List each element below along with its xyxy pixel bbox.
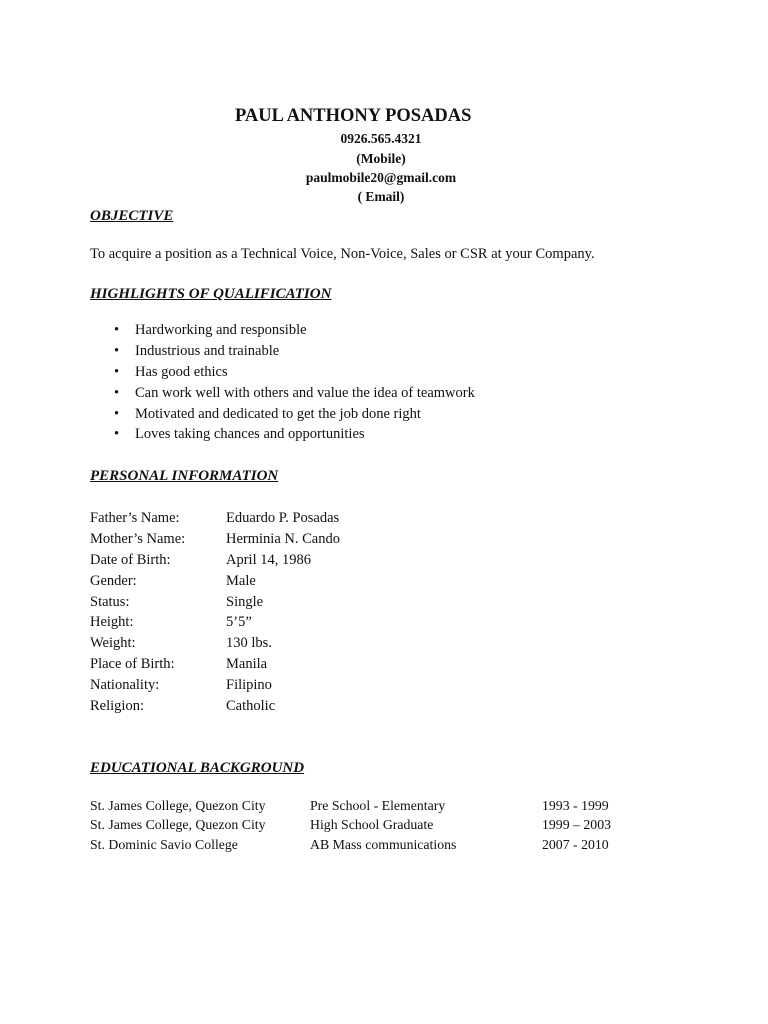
personal-info-value: April 14, 1986 bbox=[226, 551, 311, 568]
highlight-text: Has good ethics bbox=[135, 363, 228, 380]
personal-info-label: Date of Birth: bbox=[90, 551, 171, 568]
bullet-icon: • bbox=[114, 322, 120, 338]
highlights-heading: HIGHLIGHTS OF QUALIFICATION bbox=[90, 286, 332, 302]
phone-label: (Mobile) bbox=[356, 150, 406, 166]
personal-info-label: Father’s Name: bbox=[90, 510, 180, 526]
highlight-text: Can work well with others and value the idea of teamwork bbox=[135, 384, 475, 401]
personal-info-value: Single bbox=[226, 593, 264, 610]
email-label: ( Email) bbox=[357, 188, 405, 204]
education-level: High School Graduate bbox=[310, 817, 434, 833]
personal-info-label: Status: bbox=[90, 593, 130, 610]
bullet-icon: • bbox=[114, 342, 120, 359]
education-school: St. Dominic Savio College bbox=[90, 836, 238, 852]
bullet-icon: • bbox=[114, 426, 120, 443]
education-school: St. James College, Quezon City bbox=[90, 817, 266, 833]
personal-info-value: Herminia N. Cando bbox=[226, 530, 340, 547]
personal-info-value: Eduardo P. Posadas bbox=[226, 510, 340, 526]
education-years: 2007 - 2010 bbox=[542, 836, 609, 852]
education-school: St. James College, Quezon City bbox=[90, 798, 266, 813]
personal-info-heading: PERSONAL INFORMATION bbox=[90, 468, 279, 484]
personal-info-label: Gender: bbox=[90, 572, 137, 589]
education-heading: EDUCATIONAL BACKGROUND bbox=[90, 760, 305, 776]
highlight-text: Hardworking and responsible bbox=[135, 322, 307, 338]
objective-heading: OBJECTIVE bbox=[90, 208, 174, 224]
personal-info-value: Catholic bbox=[226, 698, 276, 715]
highlight-text: Loves taking chances and opportunities bbox=[135, 426, 365, 443]
bullet-icon: • bbox=[114, 405, 120, 422]
email-address: paulmobile20@gmail.com bbox=[305, 169, 457, 185]
education-years: 1999 – 2003 bbox=[542, 817, 611, 833]
personal-info-label: Height: bbox=[90, 614, 134, 631]
personal-info-value: 130 lbs. bbox=[226, 635, 272, 652]
personal-info-value: Male bbox=[226, 572, 256, 589]
bullet-icon: • bbox=[114, 363, 120, 380]
objective-text: To acquire a position as a Technical Voice, Non-Voice, Sales or CSR at your Company. bbox=[90, 246, 595, 262]
highlight-text: Motivated and dedicated to get the job done right bbox=[135, 405, 421, 422]
personal-info-label: Weight: bbox=[90, 635, 136, 652]
phone-number: 0926.565.4321 bbox=[340, 131, 422, 146]
highlight-text: Industrious and trainable bbox=[135, 342, 280, 359]
education-level: AB Mass communications bbox=[310, 836, 457, 852]
personal-info-label: Nationality: bbox=[90, 677, 160, 694]
personal-info-value: Filipino bbox=[226, 677, 272, 694]
education-years: 1993 - 1999 bbox=[542, 798, 609, 813]
personal-info-value: 5’5” bbox=[226, 614, 252, 631]
applicant-name: PAUL ANTHONY POSADAS bbox=[235, 106, 472, 126]
personal-info-label: Mother’s Name: bbox=[90, 530, 186, 547]
personal-info-label: Place of Birth: bbox=[90, 656, 175, 673]
education-level: Pre School - Elementary bbox=[310, 798, 446, 813]
personal-info-value: Manila bbox=[226, 656, 268, 673]
bullet-icon: • bbox=[114, 384, 120, 401]
personal-info-label: Religion: bbox=[90, 698, 144, 715]
